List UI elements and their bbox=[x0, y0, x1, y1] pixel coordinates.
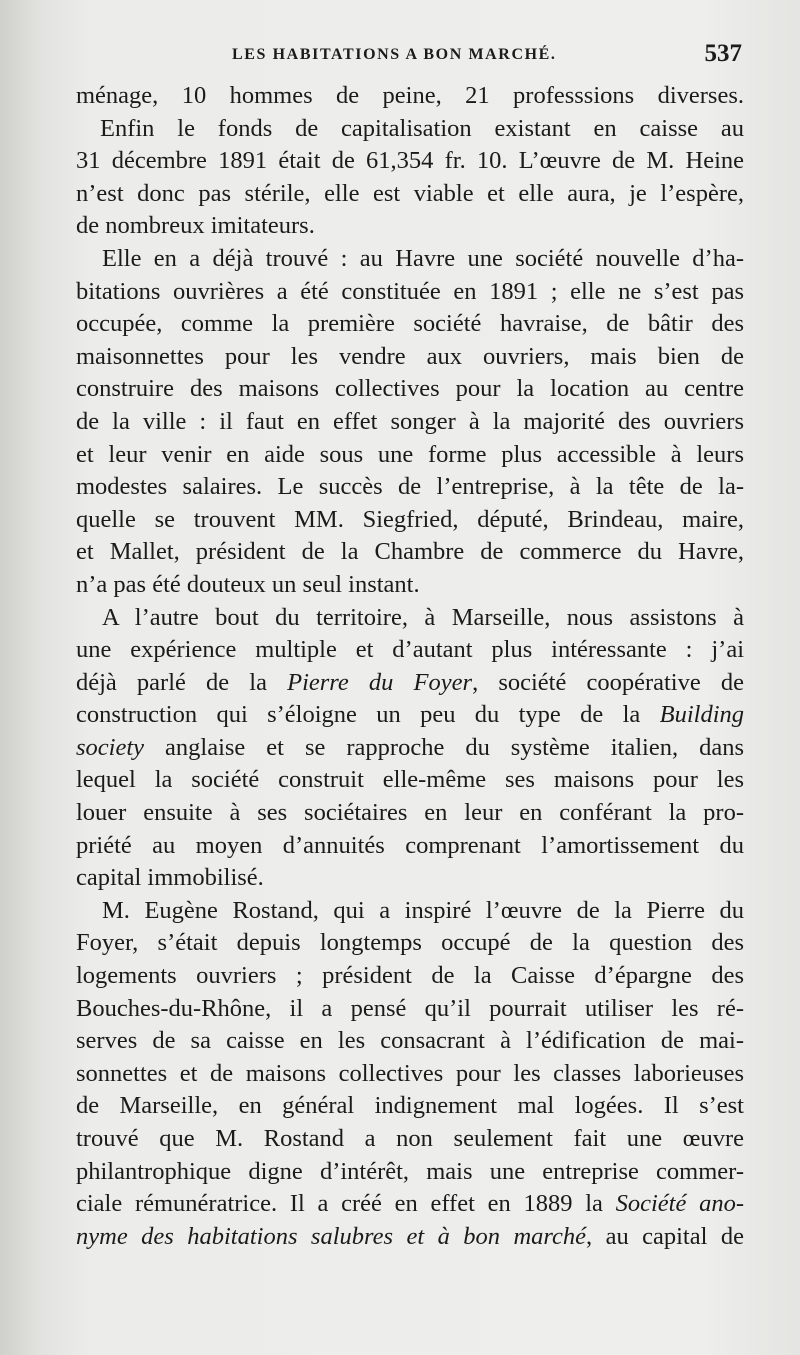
text-run: , au capital de bbox=[586, 1222, 744, 1250]
text-line: Bouches-du-Rhône, il a pensé qu’il pourrait utiliser les ré- bbox=[76, 994, 744, 1022]
running-title: LES HABITATIONS A BON MARCHÉ. bbox=[232, 46, 557, 63]
text-line: occupée, comme la première société havraise, de bâtir des bbox=[76, 310, 744, 338]
text-line: et Mallet, président de la Chambre de commerce du Havre, bbox=[76, 538, 744, 566]
page-header bbox=[232, 40, 742, 76]
text-line: maisonnettes pour les vendre aux ouvriers, mais bien de bbox=[76, 342, 744, 370]
text-line bbox=[76, 699, 744, 732]
text-line: modestes salaires. Le succès de l’entreprise, à la tête de la- bbox=[76, 473, 744, 501]
text-line: n’a pas été douteux un seul instant. bbox=[76, 570, 420, 598]
italic-title: Pierre du Foyer bbox=[287, 668, 473, 696]
text-line: ménage, 10 hommes de peine, 21 professsions diverses. bbox=[76, 82, 744, 109]
text-line: Foyer, s’était depuis longtemps occupé de la question des bbox=[76, 929, 744, 957]
text-line: Elle en a déjà trouvé : au Havre une société nouvelle d’ha- bbox=[102, 244, 744, 272]
text-line: quelle se trouvent MM. Siegfried, député, Brindeau, maire, bbox=[76, 505, 744, 533]
text-line: capital immobilisé. bbox=[76, 864, 264, 892]
text-line: serves de sa caisse en les consacrant à l’édification de mai- bbox=[76, 1027, 744, 1055]
text-line: lequel la société construit elle-même ses maisons pour les bbox=[76, 766, 744, 794]
text-line bbox=[76, 732, 744, 765]
text-line: n’est donc pas stérile, elle est viable et elle aura, je l’espère, bbox=[76, 179, 744, 207]
text-run: , société coopérative de bbox=[472, 668, 744, 696]
text-line: A l’autre bout du territoire, à Marseille, nous assistons à bbox=[102, 603, 744, 631]
text-line: logements ouvriers ; président de la Caisse d’épargne des bbox=[76, 962, 744, 990]
text-line: M. Eugène Rostand, qui a inspiré l’œuvre de la Pierre du bbox=[102, 896, 744, 924]
text-run: anglaise et se rapproche du système italien, dans bbox=[144, 733, 744, 761]
text-line: de nombreux imitateurs. bbox=[76, 212, 315, 240]
text-line: de Marseille, en général indignement mal logées. Il s’est bbox=[76, 1092, 744, 1120]
italic-title: nyme des habitations salubres et à bon marché bbox=[76, 1222, 587, 1250]
text-line: construire des maisons collectives pour la location au centre bbox=[76, 375, 744, 403]
text-line: et leur venir en aide sous une forme plus accessible à leurs bbox=[76, 440, 744, 468]
text-line: priété au moyen d’annuités comprenant l’amortissement du bbox=[76, 831, 744, 859]
text-line: bitations ouvrières a été constituée en 1891 ; elle ne s’est pas bbox=[76, 277, 744, 305]
text-line: philantrophique digne d’intérêt, mais une entreprise commer- bbox=[76, 1157, 744, 1185]
italic-term: society bbox=[76, 733, 145, 761]
text-line bbox=[76, 1221, 744, 1254]
text-line: sonnettes et de maisons collectives pour les classes laborieuses bbox=[76, 1059, 744, 1087]
italic-title: Société ano- bbox=[615, 1190, 744, 1218]
italic-term: Building bbox=[659, 701, 744, 729]
text-line bbox=[76, 667, 744, 700]
text-line: une expérience multiple et d’autant plus intéressante : j’ai bbox=[76, 636, 744, 664]
text-line bbox=[76, 1188, 744, 1221]
text-run: déjà parlé de la bbox=[76, 668, 288, 696]
page-number: 537 bbox=[704, 40, 742, 67]
text-line: de la ville : il faut en effet songer à la majorité des ouvriers bbox=[76, 407, 744, 435]
text-run: ciale rémunératrice. Il a créé en effet en 1889 la bbox=[76, 1190, 616, 1218]
text-line: 31 décembre 1891 était de 61,354 fr. 10. L’œuvre de M. Heine bbox=[76, 147, 744, 175]
text-run: construction qui s’éloigne un peu du type de la bbox=[76, 701, 660, 729]
text-line: trouvé que M. Rostand a non seulement fait une œuvre bbox=[76, 1125, 744, 1152]
body-text bbox=[76, 80, 744, 1253]
text-line: louer ensuite à ses sociétaires en leur en conférant la pro- bbox=[76, 799, 744, 827]
text-line: Enfin le fonds de capitalisation existant en caisse au bbox=[100, 114, 744, 142]
